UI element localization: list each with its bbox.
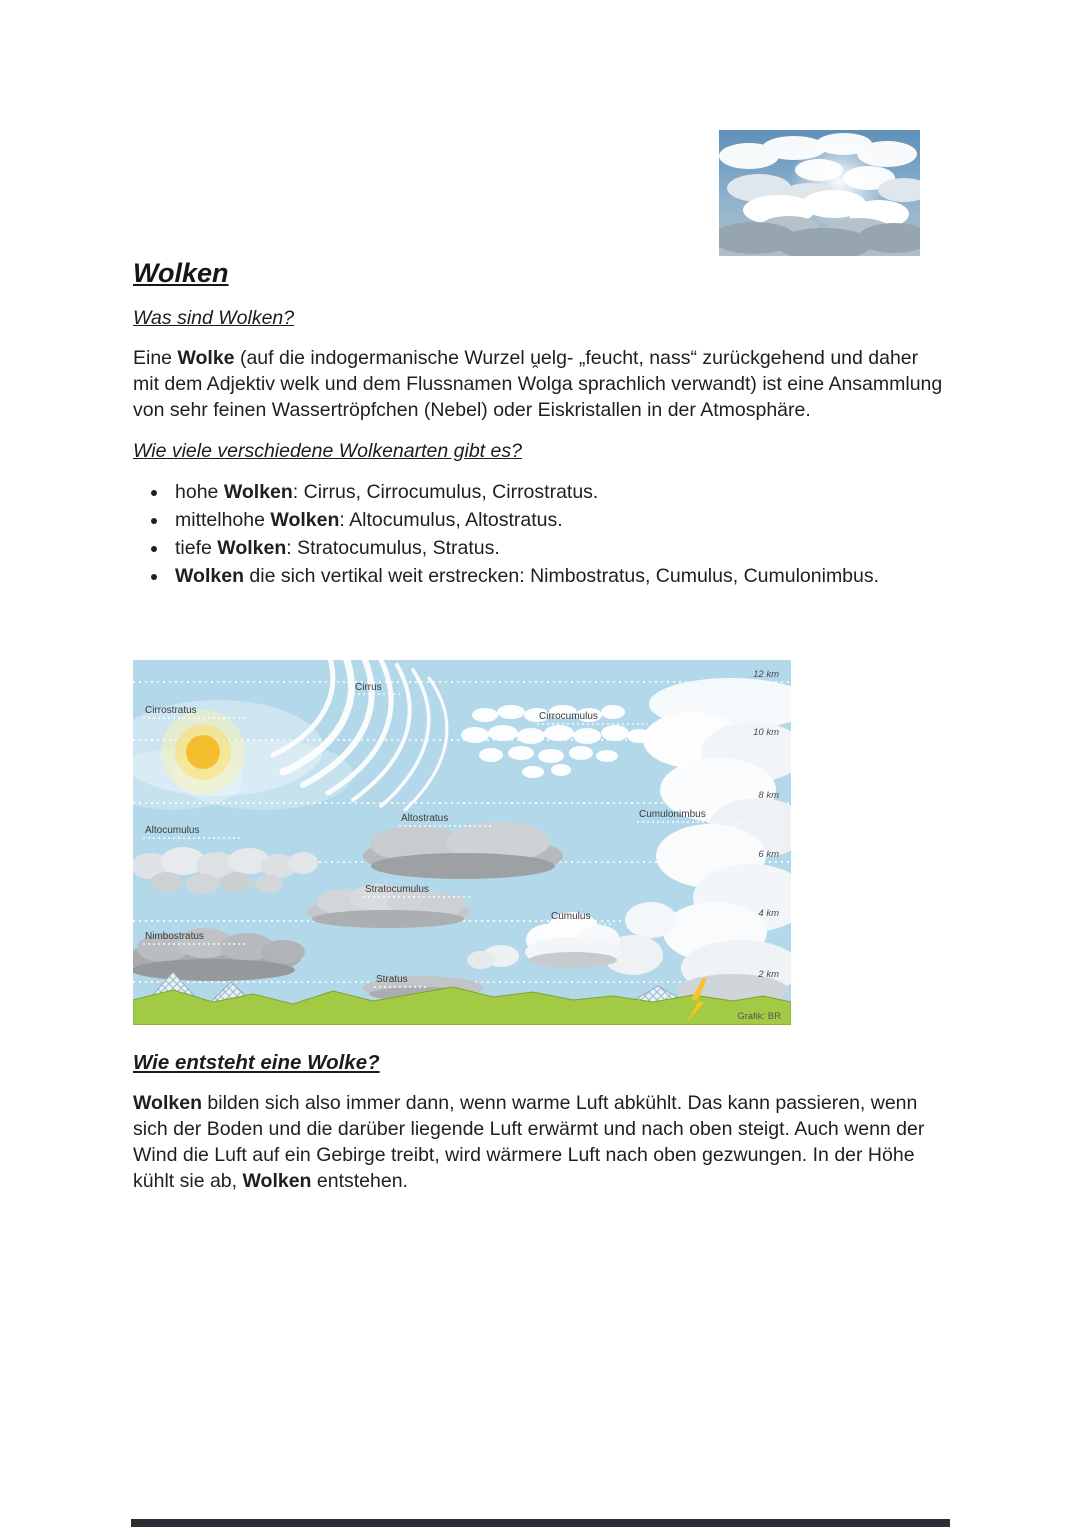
cloud-diagram-svg	[133, 660, 791, 1025]
heading-cloud-formation: Wie entsteht eine Wolke?	[133, 1051, 380, 1074]
label-nimbostratus: Nimbostratus	[145, 931, 204, 942]
cloud-photo-image	[719, 130, 920, 256]
paragraph-formation	[133, 1090, 949, 1194]
text-run: hohe	[175, 481, 224, 503]
text-run: die sich vertikal weit erstrecken: Nimbostratus, Cumulus, Cumulonimbus.	[243, 565, 880, 587]
text-run-bold: Wolken	[175, 565, 244, 587]
label-cirrostratus: Cirrostratus	[145, 705, 197, 716]
text-run-bold: Wolken	[270, 509, 340, 531]
cloud-photo	[719, 130, 920, 256]
label-cirrus: Cirrus	[355, 682, 382, 693]
altitude-label-12km: 12 km	[753, 669, 779, 680]
text-run-bold: Wolke	[177, 347, 235, 369]
text-run: : Stratocumulus, Stratus.	[286, 537, 500, 559]
diagram-credit: Grafik: BR	[737, 1011, 781, 1022]
text-run: : Altocumulus, Altostratus.	[339, 509, 563, 531]
text-run-bold: Wolken	[242, 1170, 312, 1192]
altitude-label-2km: 2 km	[758, 969, 779, 980]
list-item-mid-clouds	[169, 506, 949, 534]
heading-cloud-types: Wie viele verschiedene Wolkenarten gibt es?	[133, 440, 522, 462]
label-altocumulus: Altocumulus	[145, 825, 200, 836]
altitude-label-6km: 6 km	[758, 849, 779, 860]
label-cumulus: Cumulus	[551, 911, 591, 922]
list-item-vertical-clouds	[169, 562, 949, 590]
document-content	[133, 258, 949, 1210]
label-altostratus: Altostratus	[401, 813, 449, 824]
paragraph-definition	[133, 345, 949, 423]
text-run: mittelhohe	[175, 509, 271, 531]
sun-icon	[161, 710, 245, 794]
page-title: Wolken	[133, 258, 229, 288]
label-stratus: Stratus	[376, 974, 408, 985]
text-run: : Cirrus, Cirrocumulus, Cirrostratus.	[292, 481, 599, 503]
text-run: Eine	[133, 347, 178, 369]
list-item-high-clouds	[169, 478, 949, 506]
text-run-bold: Wolken	[133, 1092, 202, 1114]
heading-what-are-clouds: Was sind Wolken?	[133, 307, 295, 329]
text-run: entstehen.	[311, 1170, 408, 1192]
altitude-label-10km: 10 km	[753, 727, 779, 738]
label-stratocumulus: Stratocumulus	[365, 884, 429, 895]
text-run-bold: Wolken	[217, 537, 287, 559]
text-run: bilden sich also immer dann, wenn warme Luft abkühlt. Das kann passieren, wenn sich der Boden und die darüber liegende Luft erwärmt und nach oben steigt. Auch wenn der Wind die Luft auf ein Gebirge treibt, wird wärmere Luft nach oben gezwungen. In der Höhe kühlt sie ab,	[133, 1092, 925, 1192]
cloud-altostratus	[363, 822, 563, 879]
label-cumulonimbus: Cumulonimbus	[639, 809, 706, 820]
cloud-types-list	[149, 478, 949, 590]
text-run: (auf die indogermanische Wurzel u̯elg- „feucht, nass“ zurückgehend und daher mit dem Adjektiv welk und dem Flussnamen Wolga sprachlich verwandt) ist eine Ansammlung von sehr feinen Wassertröpfchen (Nebel) oder Eiskristallen in der Atmosphäre.	[133, 347, 943, 421]
next-page-edge	[131, 1519, 950, 1527]
text-run: tiefe	[175, 537, 218, 559]
text-run-bold: Wolken	[223, 481, 293, 503]
altitude-label-4km: 4 km	[758, 908, 779, 919]
altitude-label-8km: 8 km	[758, 790, 779, 801]
label-cirrocumulus: Cirrocumulus	[539, 711, 598, 722]
list-item-low-clouds	[169, 534, 949, 562]
cloud-altitude-diagram	[133, 660, 791, 1025]
